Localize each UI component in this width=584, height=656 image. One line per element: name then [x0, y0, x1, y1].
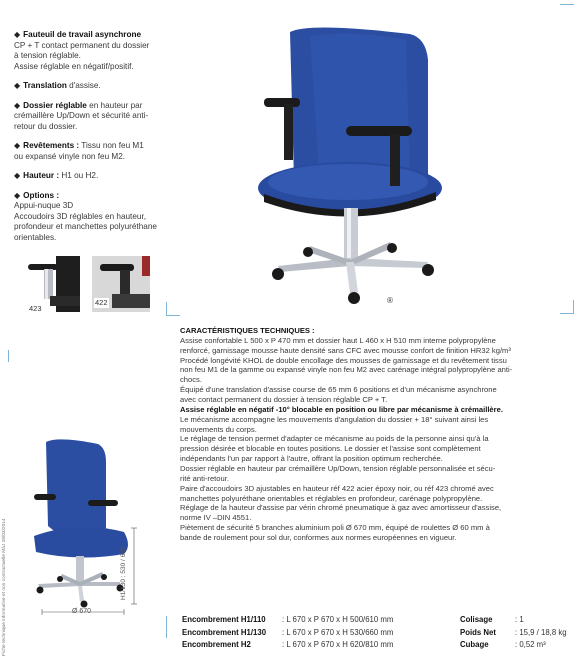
- feature-line: Tissu non feu M1: [81, 141, 144, 150]
- feature-line: d'assise.: [69, 81, 101, 90]
- tech-line: bande de roulement pour sol dur, conformes aux normes européennes en vigueur.: [180, 533, 457, 543]
- table-row: [182, 640, 393, 653]
- spec-label: Encombrement H2: [182, 640, 251, 649]
- tech-line: Assise confortable L 500 x P 470 mm et dossier haut L 460 x H 510 mm interne polypropylène: [180, 335, 496, 345]
- dimensions-table: [182, 615, 393, 653]
- tech-line: chocs.: [180, 375, 202, 385]
- side-note-text: Fiche technique informative et non contractuelle MàJ 28/03/2014: [2, 518, 7, 656]
- feature-line: crémaillère Up/Down et sécurité anti-: [14, 111, 149, 120]
- armrest-422-label: 422: [95, 298, 108, 307]
- tech-line: indépendants l'un par rapport à l'autre, offrant la position optimum recherchée.: [180, 454, 443, 464]
- side-note: [2, 466, 10, 656]
- feature-line: H1 ou H2.: [61, 171, 99, 180]
- feature-line: Accoudoirs 3D réglables en hauteur,: [14, 211, 146, 221]
- corner-bracket: [560, 4, 574, 5]
- feature-line: à tension réglable.: [14, 51, 81, 60]
- tech-line: pression désirée et blocable en toutes positions. Le dossier et l'assise sont complètement: [180, 444, 481, 454]
- corner-bracket: [8, 350, 9, 362]
- tech-line: Paire d'accoudoirs 3D ajustables en hauteur réf 422 acier époxy noir, ou réf 423 chromé avec: [180, 483, 494, 493]
- corner-bracket: [560, 300, 574, 314]
- diamond-bullet-icon: ◆: [14, 100, 21, 110]
- feature-line: Assise réglable en négatif/positif.: [14, 61, 134, 71]
- packaging-table: [460, 615, 567, 653]
- feature-line: orientables.: [14, 232, 57, 242]
- tech-line: norme IV –DIN 4551.: [180, 513, 252, 523]
- corner-bracket: [166, 616, 167, 638]
- registered-trademark-icon: ®: [387, 296, 393, 305]
- tech-line: rité anti-retour.: [180, 473, 229, 483]
- feature-title: Translation: [23, 81, 67, 90]
- diamond-bullet-icon: ◆: [14, 171, 21, 180]
- tech-line: Le réglage de tension permet d'adapter ce mécanisme au poids de la personne ainsi qu'à la: [180, 434, 489, 444]
- tech-line: renforcé, garnissage mousse haute densité sans CFC avec mousse confort de finition HR32 kg/m³: [180, 345, 511, 355]
- spec-label: Encombrement H1/130: [182, 627, 267, 637]
- diamond-bullet-icon: ◆: [14, 141, 21, 150]
- armrest-423-label: 423: [29, 304, 42, 313]
- spec-value: : 0,52 m³: [515, 640, 546, 649]
- tech-line: manchettes polyuréthane orientables et réglables en profondeur, carénage polypropylène.: [180, 493, 483, 503]
- tech-line: Dossier réglable en hauteur par crémaillère Up/Down, tension réglable personnalisée et sécu-: [180, 464, 496, 474]
- tech-line: Réglage de la hauteur d'assise par vérin chromé pneumatique à gaz avec amortisseur d'assise,: [180, 503, 502, 513]
- spec-value: : 1: [515, 615, 524, 624]
- technical-characteristics: [180, 326, 572, 543]
- spec-label: Cubage: [460, 640, 489, 649]
- height-dimension-label: H1/130 : 530 / 660: [120, 546, 127, 600]
- corner-bracket: [166, 302, 180, 316]
- tech-line: Équipé d'une translation d'assise course de 65 mm 6 positions et d'un mécanisme asynchrone: [180, 385, 497, 395]
- feature-list: [14, 30, 194, 252]
- tech-heading: CARACTÉRISTIQUES TECHNIQUES :: [180, 326, 315, 335]
- spec-value: : L 670 x P 670 x H 500/610 mm: [282, 615, 394, 624]
- diamond-bullet-icon: ◆: [14, 81, 21, 90]
- feature-title: Fauteuil de travail asynchrone: [23, 30, 142, 39]
- feature-item: [14, 81, 194, 92]
- table-row: [182, 615, 393, 628]
- tech-line: Le mécanisme accompagne les mouvements d'angulation du dossier + 18° suivant ainsi les: [180, 414, 489, 424]
- spec-value: : L 670 x P 670 x H 530/660 mm: [282, 627, 394, 637]
- feature-title: Options :: [23, 190, 60, 200]
- table-row: [460, 615, 567, 628]
- feature-item: [14, 30, 194, 72]
- spec-value: : L 670 x P 670 x H 620/810 mm: [282, 640, 394, 649]
- feature-line: profondeur et manchettes polyuréthane: [14, 222, 157, 231]
- spec-value: : 15,9 / 18,8 kg: [515, 627, 567, 637]
- tech-line: avec contact permanent du dossier à tension réglable CP + T.: [180, 395, 388, 405]
- tech-line: Procédé longévité KHOL de double encollage des mousses de garnissage et du revêtement tissu: [180, 355, 507, 365]
- feature-item: [14, 191, 194, 244]
- office-chair-main-image: [250, 20, 450, 310]
- feature-title: Revêtements :: [23, 141, 80, 150]
- spec-label: Encombrement H1/110: [182, 615, 266, 624]
- feature-item: [14, 141, 194, 162]
- feature-item: [14, 101, 194, 133]
- tech-line: mouvements du corps.: [180, 424, 257, 434]
- feature-item: [14, 171, 194, 182]
- spec-label: Poids Net: [460, 627, 496, 637]
- corner-bracket: [166, 316, 167, 320]
- tech-line: Assise réglable en négatif -10° blocable en position ou libre par mécanisme à crémaillère.: [180, 404, 503, 414]
- feature-line: retour du dossier.: [14, 121, 78, 131]
- table-row: [460, 640, 567, 653]
- table-row: [460, 628, 567, 641]
- feature-title: Hauteur :: [23, 171, 60, 180]
- diamond-bullet-icon: ◆: [14, 190, 21, 200]
- diameter-dimension-label: Ø 670: [72, 608, 92, 615]
- tech-line: non feu M1 de la gamme ou expansé vinyle non feu M2 avec carénage intégral polypropylène anti-: [180, 365, 513, 375]
- feature-line: CP + T contact permanent du dossier: [14, 40, 150, 50]
- feature-title: Dossier réglable: [23, 100, 87, 110]
- feature-line: en hauteur par: [89, 100, 143, 110]
- table-row: [182, 628, 393, 641]
- spec-label: Colisage: [460, 615, 493, 624]
- office-chair-dimension-image: [28, 436, 178, 616]
- diamond-bullet-icon: ◆: [14, 30, 21, 39]
- feature-line: Appui-nuque 3D: [14, 201, 74, 210]
- feature-line: ou expansé vinyle non feu M2.: [14, 151, 126, 161]
- tech-line: Piètement de sécurité 5 branches aluminium poli Ø 670 mm, équipé de roulettes Ø 60 mm à: [180, 523, 490, 533]
